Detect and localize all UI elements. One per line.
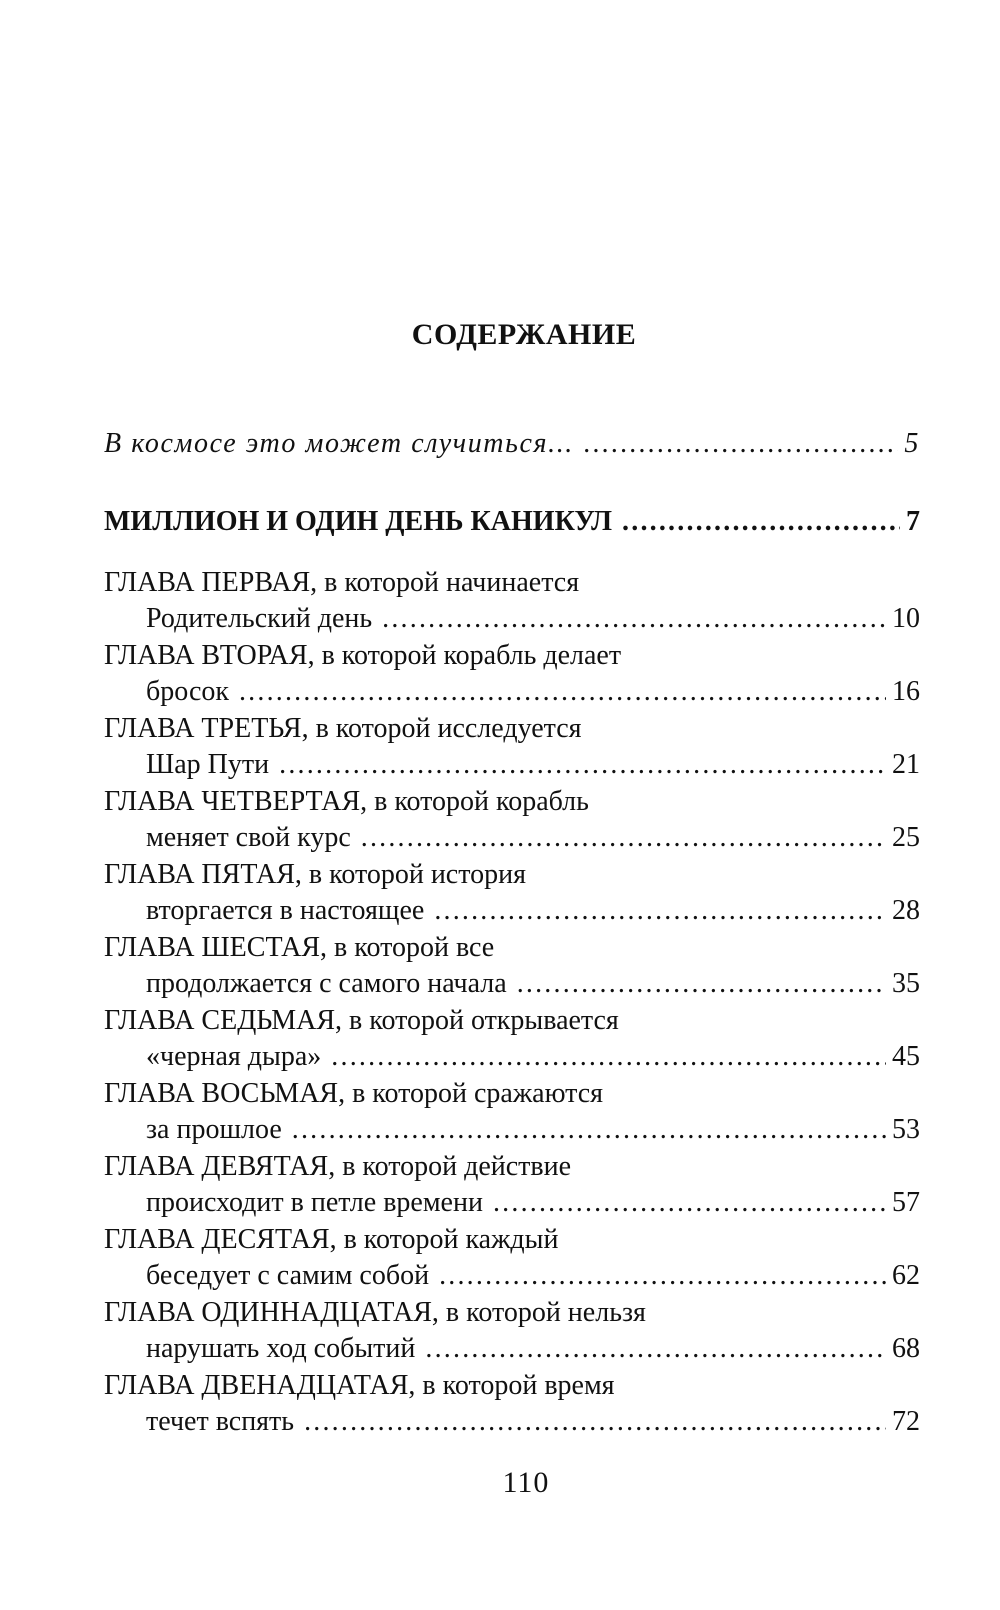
chapter-title-continuation: течет вспять [146,1406,295,1437]
chapter-continuation-line [104,1404,920,1440]
chapter-page-number: 53 [892,1114,920,1145]
chapter-title-continuation: бросок [146,676,229,707]
chapter-title-line: ГЛАВА ВОСЬМАЯ, в которой сражаются [104,1078,604,1109]
chapter-title-line: ГЛАВА ЧЕТВЕРТАЯ, в которой корабль [104,786,589,817]
chapter-title-line: ГЛАВА ПЕРВАЯ, в которой начинается [104,567,580,598]
toc-chapter-list [104,565,920,1440]
chapter-title-line: ГЛАВА ДВЕНАДЦАТАЯ, в которой время [104,1370,615,1401]
dot-leader [279,747,886,783]
chapter-title-line: ГЛАВА ТРЕТЬЯ, в которой исследуется [104,713,582,744]
dot-leader [304,1404,886,1440]
toc-intro-entry [104,426,920,462]
toc-chapter-entry [104,711,920,783]
toc-chapter-entry [104,930,920,1002]
toc-chapter-entry [104,1222,920,1294]
chapter-title-line: ГЛАВА ПЯТАЯ, в которой история [104,859,526,890]
dot-leader [493,1185,886,1221]
toc-part-page: 7 [906,506,920,537]
dot-leader [382,601,886,637]
chapter-title-continuation: вторгается в настоящее [146,895,425,926]
chapter-title-line: ГЛАВА ОДИННАДЦАТАЯ, в которой нельзя [104,1297,646,1328]
chapter-continuation-line [104,1039,920,1075]
chapter-page-number: 72 [892,1406,920,1437]
toc-intro-title: В космосе это может случиться... [104,428,574,459]
chapter-continuation-line [104,1258,920,1294]
chapter-continuation-line [104,674,920,710]
toc-chapter-entry [104,1003,920,1075]
chapter-title-line: ГЛАВА СЕДЬМАЯ, в которой открывается [104,1005,619,1036]
dot-leader [517,966,886,1002]
dot-leader [361,820,886,856]
chapter-title-line: ГЛАВА ШЕСТАЯ, в которой все [104,932,495,963]
toc-chapter-entry [104,1368,920,1440]
chapter-title-line: ГЛАВА ВТОРАЯ, в которой корабль делает [104,640,622,671]
chapter-page-number: 35 [892,968,920,999]
toc-chapter-entry [104,638,920,710]
toc-chapter-entry [104,1295,920,1367]
dot-leader [434,893,886,929]
chapter-title-continuation: Шар Пути [146,749,270,780]
toc-part-entry [104,504,920,540]
dot-leader [292,1112,886,1148]
chapter-page-number: 16 [892,676,920,707]
chapter-page-number: 25 [892,822,920,853]
chapter-page-number: 45 [892,1041,920,1072]
dot-leader [425,1331,886,1367]
toc-chapter-entry [104,1076,920,1148]
chapter-page-number: 28 [892,895,920,926]
toc-part-title: МИЛЛИОН И ОДИН ДЕНЬ КАНИКУЛ [104,506,613,537]
toc-chapter-entry [104,565,920,637]
dot-leader [439,1258,886,1294]
toc-intro-page: 5 [904,428,920,459]
dot-leader [584,426,898,462]
dot-leader [331,1039,886,1075]
chapter-page-number: 62 [892,1260,920,1291]
chapter-title-continuation: происходит в петле времени [146,1187,483,1218]
chapter-continuation-line [104,1112,920,1148]
chapter-continuation-line [104,820,920,856]
chapter-continuation-line [104,601,920,637]
chapter-page-number: 68 [892,1333,920,1364]
chapter-title-continuation: Родительский день [146,603,373,634]
chapter-continuation-line [104,893,920,929]
chapter-title-continuation: меняет свой курс [146,822,351,853]
chapter-title-continuation: нарушать ход событий [146,1333,416,1364]
chapter-continuation-line [104,966,920,1002]
chapter-title-line: ГЛАВА ДЕВЯТАЯ, в которой действие [104,1151,572,1182]
chapter-title-continuation: за прошлое [146,1114,282,1145]
chapter-title-continuation: беседует с самим собой [146,1260,430,1291]
toc-chapter-entry [104,857,920,929]
chapter-title-continuation: продолжается с самого начала [146,968,507,999]
toc-chapter-entry [104,784,920,856]
chapter-page-number: 21 [892,749,920,780]
chapter-continuation-line [104,1331,920,1367]
chapter-continuation-line [104,747,920,783]
chapter-title-continuation: «черная дыра» [146,1041,322,1072]
dot-leader [239,674,886,710]
chapter-page-number: 57 [892,1187,920,1218]
page-title: СОДЕРЖАНИЕ [411,318,637,351]
chapter-page-number: 10 [892,603,920,634]
dot-leader [622,504,900,540]
chapter-title-line: ГЛАВА ДЕСЯТАЯ, в которой каждый [104,1224,559,1255]
toc-chapter-entry [104,1149,920,1221]
chapter-continuation-line [104,1185,920,1221]
page-number-footer: 110 [502,1466,550,1499]
